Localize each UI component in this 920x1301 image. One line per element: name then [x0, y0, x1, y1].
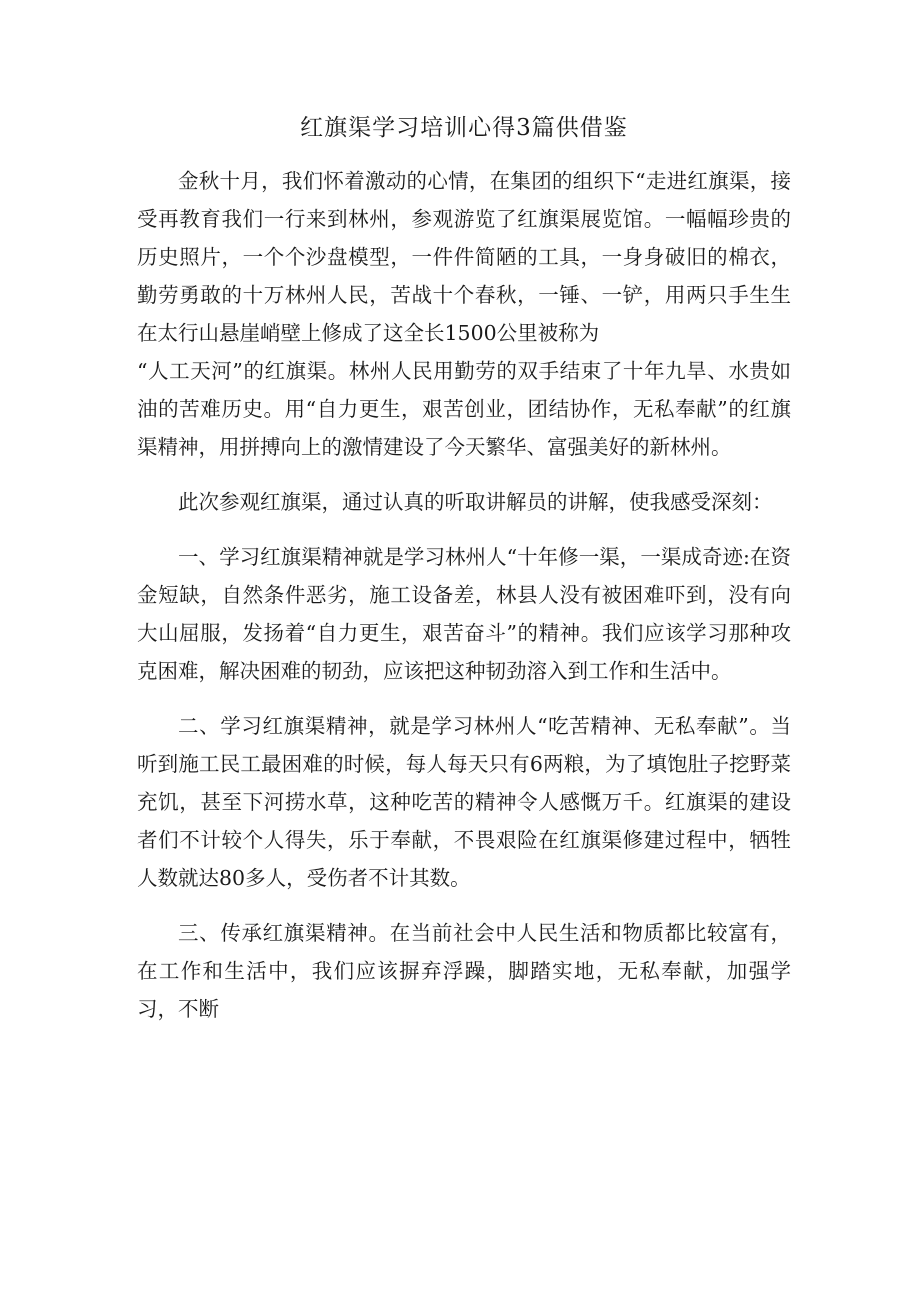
paragraph-gap	[137, 897, 791, 914]
paragraph-point-two: 二、学习红旗渠精神，就是学习林州人“吃苦精神、无私奉献”。当听到施工民工最困难的时候，每人每天只有6两粮，为了填饱肚子挖野菜充饥，甚至下河捞水草，这种吃苦的精神令人感慨万千。红旗渠的建设者们不计较个人得失，乐于奉献，不畏艰险在红旗渠修建过程中，牺牲人数就达80多人，受伤者不计其数。	[137, 714, 791, 890]
document-page	[137, 112, 791, 1028]
paragraph-lead: 此次参观红旗渠，通过认真的听取讲解员的讲解，使我感受深刻：	[178, 490, 773, 514]
paragraph-gap	[137, 690, 791, 707]
paragraph-intro-continued: “人工天河”的红旗渠。林州人民用勤劳的双手结束了十年九旱、水贵如油的苦难历史。用“自力更生，艰苦创业，团结协作，无私奉献”的红旗渠精神，用拼搏向上的激情建设了今天繁华、富强美好的新林州。	[137, 359, 791, 459]
paragraph-point-three: 三、传承红旗渠精神。在当前社会中人民生活和物质都比较富有，在工作和生活中，我们应该摒弃浮躁，脚踏实地，无私奉献，加强学习，不断	[137, 921, 791, 1021]
document-title: 红旗渠学习培训心得3篇供借鉴	[300, 115, 628, 141]
paragraph-intro: 金秋十月，我们怀着激动的心情，在集团的组织下“走进红旗渠，接受再教育我们一行来到林州，参观游览了红旗渠展览馆。一幅幅珍贵的历史照片，一个个沙盘模型，一件件简陋的工具，一身身破旧的棉衣，勤劳勇敢的十万林州人民，苦战十个春秋，一锤、一铲，用两只手生生在太行山悬崖峭壁上修成了这全长1500公里被称为	[137, 169, 791, 345]
paragraph-gap	[137, 466, 791, 483]
paragraph-point-one: 一、学习红旗渠精神就是学习林州人“十年修一渠，一渠成奇迹:在资金短缺，自然条件恶劣，施工设备差，林县人没有被困难吓到，没有向大山屈服，发扬着“自力更生，艰苦奋斗”的精神。我们应该学习那种攻克困难，解决困难的韧劲，应该把这种韧劲溶入到工作和生活中。	[137, 545, 791, 683]
paragraph-gap	[137, 521, 791, 538]
